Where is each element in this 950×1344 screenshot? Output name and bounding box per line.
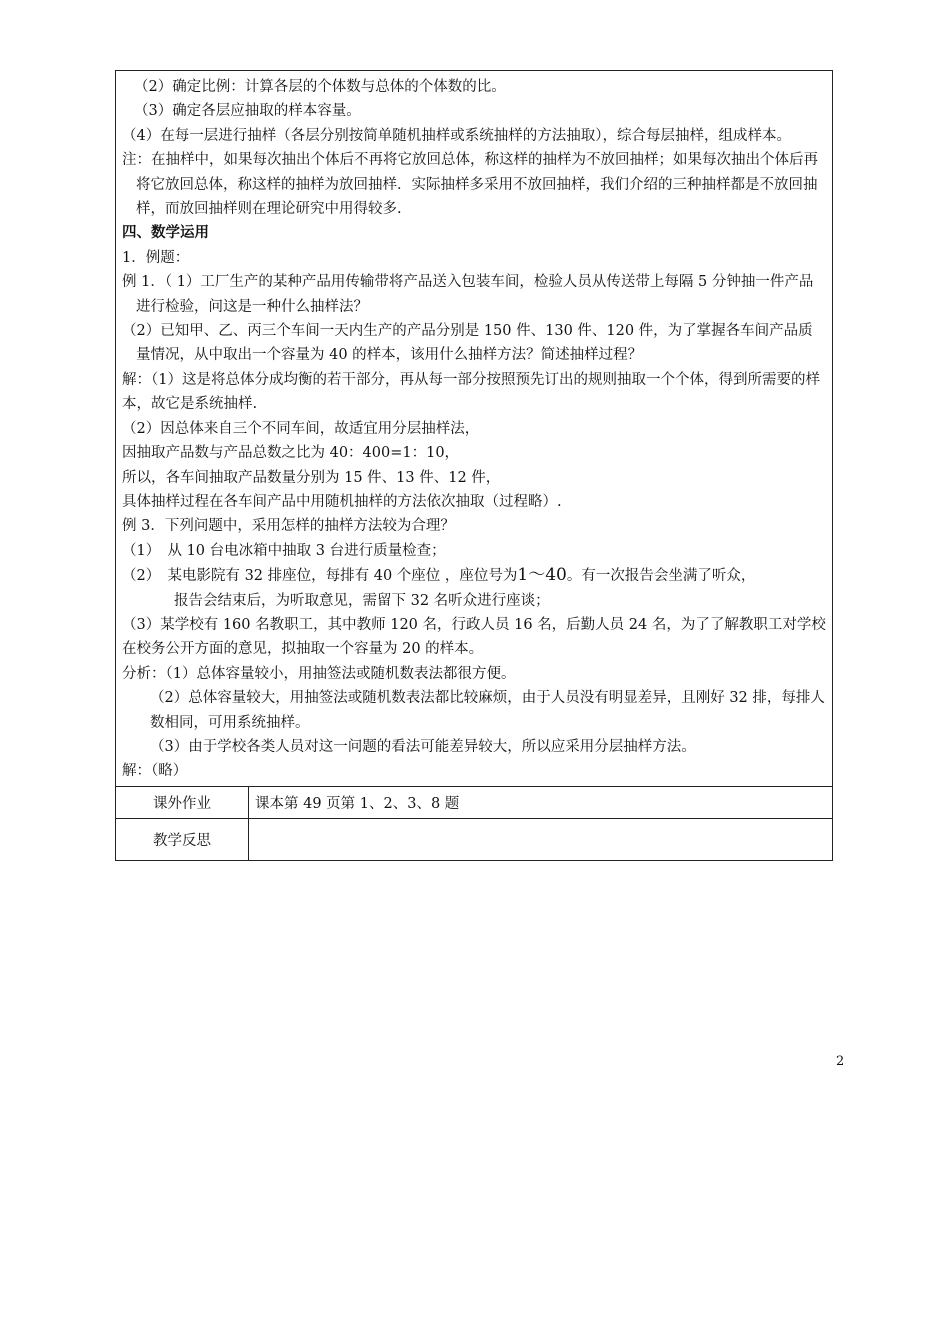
lesson-content-box xyxy=(115,70,833,786)
homework-content: 课本第 49 页第 1、2、3、8 题 xyxy=(249,786,833,818)
reflection-label: 教学反思 xyxy=(116,818,249,860)
text-line: （2）总体容量较大，用抽签法或随机数表法都比较麻烦，由于人员没有明显差异，且刚好 32 排，每排人数相同，可用系统抽样。 xyxy=(150,690,825,731)
reflection-content xyxy=(249,818,833,860)
text-line: 因抽取产品数与产品总数之比为 40：400=1：10， xyxy=(122,445,460,462)
text-line: 所以，各车间抽取产品数量分别为 15 件、13 件、12 件， xyxy=(122,469,501,486)
text-line: （3）由于学校各类人员对这一问题的看法可能差异较大，所以应采用分层抽样方法。 xyxy=(150,738,696,755)
reflection-row xyxy=(116,818,833,860)
q2-text: （2） 某电影院有 32 排座位，每排有 40 个座位 ，座位号为 xyxy=(122,568,518,585)
text-line: 具体抽样过程在各车间产品中用随机抽样的方法依次抽取（过程略）. xyxy=(122,493,562,510)
text-line: （3）确定各层应抽取的样本容量。 xyxy=(134,103,361,120)
text-line: （2）因总体来自三个不同车间，故适宜用分层抽样法， xyxy=(122,420,480,437)
text-line: 解：（略） xyxy=(122,763,188,780)
text-line: （2）已知甲、乙、丙三个车间一天内生产的产品分别是 150 件、130 件、120 件，为了掌握各车间产品质量情况，从中取出一个容量为 40 的样本，该用什么抽样方法？简述抽样过程？ xyxy=(122,323,813,364)
text-line: （1） 从 10 台电冰箱中抽取 3 台进行质量检查； xyxy=(122,542,446,559)
example3-q2-line xyxy=(122,563,826,588)
homework-row xyxy=(116,786,833,818)
seat-range-formula: 1～40 xyxy=(517,565,567,586)
lesson-plan-sheet xyxy=(115,70,833,861)
analysis-text xyxy=(122,613,826,784)
body-text xyxy=(122,75,826,563)
text-line: 例 1．（ 1）工厂生产的某种产品用传输带将产品送入包装车间，检验人员从传送带上每隔 5 分钟抽一件产品进行检验，问这是一种什么抽样法？ xyxy=(122,274,814,315)
text-line: 分析：（1）总体容量较小，用抽签法或随机数表法都很方便。 xyxy=(122,665,516,682)
text-line: 注：在抽样中，如果每次抽出个体后不再将它放回总体，称这样的抽样为不放回抽样；如果每次抽出个体后再将它放回总体，称这样的抽样为放回抽样．实际抽样多采用不放回抽样，我们介绍的三种抽样都是不放回抽样，而放回抽样则在理论研究中用得较多. xyxy=(122,152,818,218)
text-line: （4）在每一层进行抽样（各层分别按简单随机抽样或系统抽样的方法抽取），综合每层抽样，组成样本。 xyxy=(122,127,791,144)
text-line: 解：（1）这是将总体分成均衡的若干部分，再从每一部分按照预先订出的规则抽取一个个体，得到所需要的样本，故它是系统抽样. xyxy=(122,371,820,413)
text-line: （3）某学校有 160 名教职工，其中教师 120 名，行政人员 16 名，后勤人员 24 名，为了了解教职工对学校在校务公开方面的意见，拟抽取一个容量为 20 的样本。 xyxy=(122,616,826,658)
page-number: 2 xyxy=(836,1054,845,1069)
text-line: （2）确定比例：计算各层的个体数与总体的个体数的比。 xyxy=(134,79,506,95)
example3-q2-cont: 报告会结束后，为听取意见，需留下 32 名听众进行座谈； xyxy=(174,592,550,609)
text-line: 四、数学运用 xyxy=(122,224,209,242)
text-line: 1．例题： xyxy=(122,249,190,266)
homework-label: 课外作业 xyxy=(116,786,249,818)
q2-text-after: 。有一次报告会坐满了听众， xyxy=(566,568,756,585)
footer-table xyxy=(115,786,833,861)
text-line: 例 3．下列问题中，采用怎样的抽样方法较为合理？ xyxy=(122,518,455,535)
